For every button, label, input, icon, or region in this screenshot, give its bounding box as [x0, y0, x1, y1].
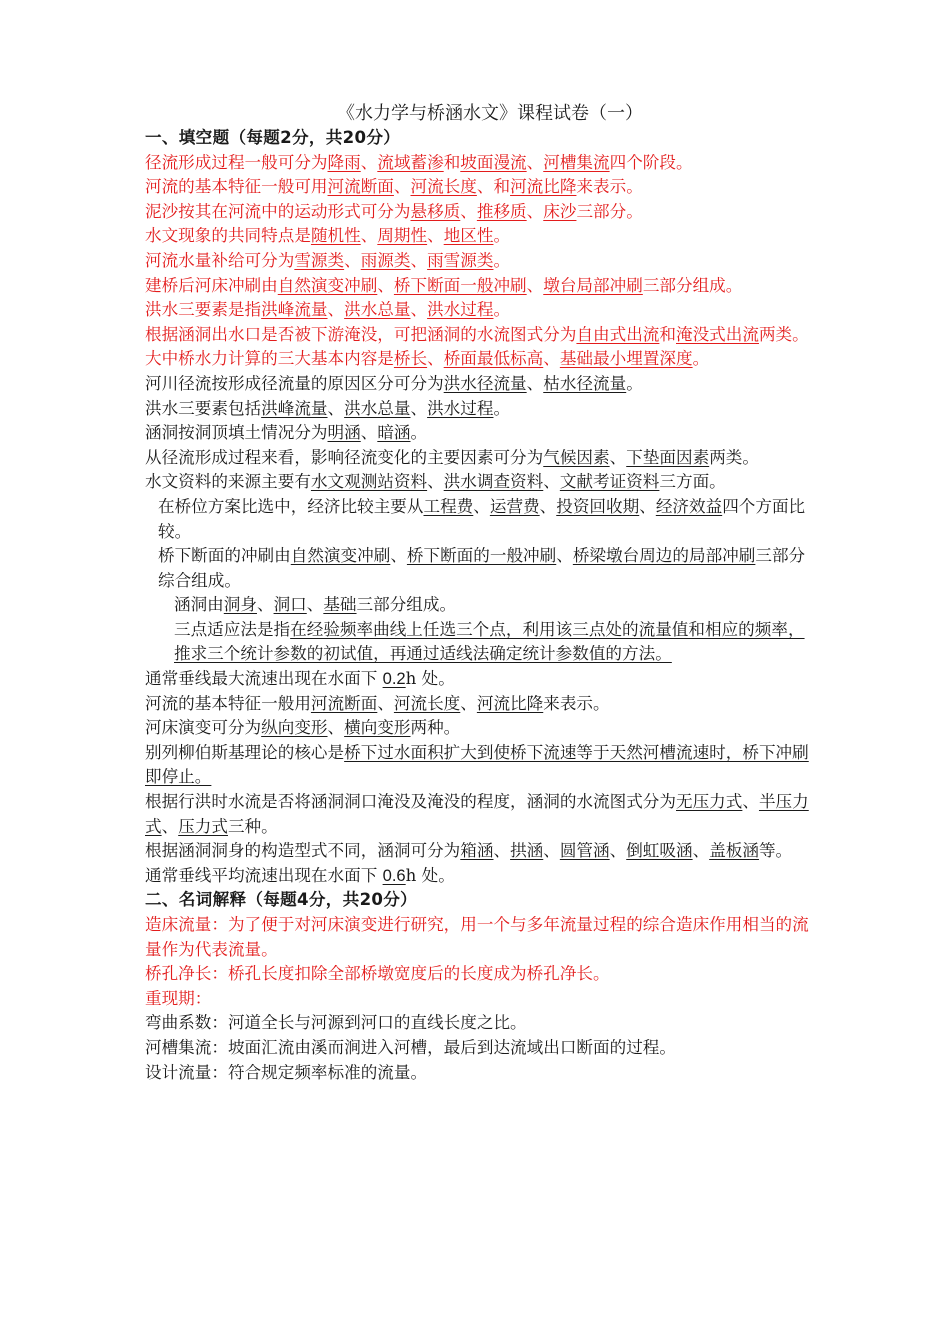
section1-red-items [145, 151, 815, 372]
answer-text: 桥长 [393, 349, 428, 369]
question-text: 两类。 [709, 447, 759, 467]
answer-text: 投资回收期 [556, 496, 640, 516]
answer-text: 河流长度 [410, 177, 477, 197]
answer-text: 洪水总量 [344, 398, 411, 418]
fill-blank-item [145, 347, 815, 372]
question-text: 河流水量补给可分为 [145, 250, 295, 270]
question-text: 、 [377, 275, 394, 295]
question-text: 涵洞按洞顶填土情况分为 [145, 423, 328, 443]
fill-blank-item [145, 298, 815, 323]
answer-text: 基础最小埋置深度 [559, 349, 693, 369]
fill-blank-item [158, 495, 815, 544]
answer-text: 枯水径流量 [543, 373, 627, 393]
question-text: 、 [742, 792, 759, 812]
answer-text: 桥梁墩台周边的局部冲刷 [572, 546, 756, 566]
answer-text: 横向变形 [344, 718, 411, 738]
answer-text: 洞口 [273, 595, 307, 615]
question-text: 来表示。 [576, 177, 643, 197]
question-text: 、 [360, 152, 378, 172]
question-text: 两种。 [410, 718, 461, 738]
question-text: 、 [543, 472, 560, 492]
question-text: 。 [410, 423, 428, 443]
fill-blank-item [145, 224, 815, 249]
answer-text: 半压力式 [145, 792, 809, 836]
question-text: 根据行洪时水流是否将涵洞洞口淹没及淹没的程度，涵洞的水流图式分为 [145, 792, 676, 812]
fill-blank-item [145, 323, 815, 348]
term-definition: 弯曲系数：河道全长与河源到河口的直线长度之比。 [145, 1013, 527, 1033]
question-text: 。 [493, 398, 511, 418]
question-text: 、 [410, 250, 428, 270]
answer-text: 洪水径流量 [443, 373, 527, 393]
question-text: 三部分组成。 [356, 595, 457, 615]
question-text: 、 [493, 841, 511, 861]
answer-text: 自由式出流 [576, 324, 660, 344]
answer-text: 下垫面因素 [626, 447, 710, 467]
question-text: 、 [543, 349, 560, 369]
answer-text: 河流长度 [393, 693, 461, 713]
question-text: 、 [327, 300, 345, 320]
answer-text: 雪源类 [294, 250, 345, 270]
question-text: 根据涵洞出水口是否被下游淹没，可把涵洞的水流图式分为 [145, 324, 577, 344]
question-text: 三点适应法是指 [174, 619, 291, 639]
question-text: 。 [692, 349, 710, 369]
question-text: 、 [306, 595, 324, 615]
fill-blank-item [145, 151, 815, 176]
question-text: 河流的基本特征一般可用 [145, 177, 328, 197]
answer-text: 雨雪源类 [427, 250, 494, 270]
question-text: 三方面。 [659, 472, 726, 492]
question-text: h 处。 [405, 669, 455, 689]
answer-text: 随机性 [310, 226, 361, 246]
question-text: 三部分。 [576, 201, 643, 221]
question-text: 、 [410, 398, 428, 418]
question-text: 、 [526, 201, 544, 221]
question-text: 、 [327, 398, 345, 418]
question-text: 和 [659, 324, 676, 344]
question-text: 、 [410, 300, 428, 320]
answer-text: 桥下过水面积扩大到使桥下流速等于天然河槽流速时，桥下冲刷即停止。 [145, 742, 809, 787]
question-text: 别列柳伯斯基理论的核心是 [145, 742, 345, 762]
answer-text: 无压力式 [676, 792, 743, 812]
term-definition: 重现期： [145, 988, 212, 1008]
section1-indented-items [145, 495, 815, 593]
question-text: 大中桥水力计算的三大基本内容是 [145, 349, 394, 369]
answer-text: 洪水调查资料 [443, 472, 544, 492]
question-text: 、 [393, 177, 411, 197]
question-text: 、 [390, 546, 407, 566]
question-text: 涵洞由 [174, 595, 224, 615]
question-text: 通常垂线平均流速出现在水面下 [145, 865, 383, 885]
answer-text: 基础 [323, 595, 357, 615]
fill-blank-item [145, 470, 815, 495]
exam-content [145, 126, 815, 1085]
answer-text: 降雨 [327, 152, 361, 172]
answer-text: 桥下断面一般冲刷 [393, 275, 527, 295]
answer-text: 洞身 [223, 595, 257, 615]
question-text: 从径流形成过程来看，影响径流变化的主要因素可分为 [145, 447, 544, 467]
answer-text: 洪水总量 [344, 300, 411, 320]
fill-blank-item [145, 175, 815, 200]
answer-text: 床沙 [543, 201, 577, 221]
fill-blank-item [145, 790, 815, 839]
exam-title: 《水力学与桥涵水文》课程试卷（一） [337, 103, 643, 124]
fill-blank-item [174, 618, 815, 667]
fill-blank-item [145, 839, 815, 864]
question-text: 四个阶段。 [609, 152, 693, 172]
term-definition: 河槽集流：坡面汇流由溪而涧进入河槽，最后到达流域出口断面的过程。 [145, 1037, 676, 1057]
question-text: 三种。 [227, 816, 278, 836]
fill-blank-item [158, 544, 815, 593]
answer-text: 雨源类 [360, 250, 411, 270]
question-text: 、 [161, 816, 179, 836]
question-text: 、 [377, 693, 394, 713]
answer-text: 自然演变冲刷 [290, 546, 391, 566]
answer-text: 盖板涵 [709, 841, 759, 861]
question-text: 、和 [476, 177, 511, 197]
question-text: 。 [493, 226, 511, 246]
term-definition: 设计流量：符合规定频率标准的流量。 [145, 1062, 428, 1082]
question-text: 、 [692, 841, 710, 861]
term-definition: 造床流量：为了便于对河床演变进行研究，用一个与多年流量过程的综合造床作用相当的流量作为代表流量。 [145, 915, 809, 959]
answer-text: 压力式 [178, 816, 228, 836]
question-text: 、 [526, 373, 544, 393]
question-text: 洪水三要素包括 [145, 398, 262, 418]
question-text: 、 [427, 226, 444, 246]
fill-blank-item [174, 593, 815, 618]
term-definition: 桥孔净长：桥孔长度扣除全部桥墩宽度后的长度成为桥孔净长。 [145, 964, 610, 984]
fill-blank-item [145, 716, 815, 741]
section2-red-items [145, 913, 815, 1011]
answer-text: 明涵 [327, 423, 361, 443]
question-text: 桥下断面的冲刷由 [158, 546, 291, 566]
answer-text: 洪水过程 [427, 300, 494, 320]
question-text: 。 [493, 250, 511, 270]
question-text: 和 [443, 152, 461, 172]
answer-text: 墩台局部冲刷 [543, 275, 643, 295]
answer-text: 0.6 [382, 865, 406, 885]
answer-text: 周期性 [377, 226, 428, 246]
fill-blank-item [145, 397, 815, 422]
answer-text: 倒虹吸涵 [626, 841, 693, 861]
answer-text: 工程费 [423, 496, 474, 516]
question-text: 四个方面比较。 [158, 496, 806, 541]
answer-text: 悬移质 [410, 201, 461, 221]
question-text: 河床演变可分为 [145, 718, 262, 738]
fill-blank-item [145, 249, 815, 274]
question-text: 、 [360, 423, 378, 443]
question-text: 。 [493, 300, 511, 320]
question-text: 等。 [758, 841, 793, 861]
answer-text: 洪峰流量 [261, 300, 328, 320]
answer-text: 文献考证资料 [559, 472, 660, 492]
answer-text: 在经验频率曲线上任选三个点，利用该三点处的流量值和相应的频率，推求三个统计参数的初试值，再通过适线法确定统计参数值的方法。 [174, 619, 805, 664]
answer-text: 河流比降 [510, 177, 577, 197]
answer-text: 纵向变形 [261, 718, 328, 738]
question-text: 来表示。 [543, 693, 610, 713]
section1-indented-items-2 [145, 593, 815, 667]
question-text: 。 [626, 373, 643, 393]
question-text: 水文现象的共同特点是 [145, 226, 311, 246]
fill-blank-item [145, 692, 815, 717]
question-text: 在桥位方案比选中，经济比较主要从 [158, 496, 424, 516]
fill-blank-item [145, 421, 815, 446]
question-text: 河流的基本特征一般用 [145, 693, 311, 713]
fill-blank-item [145, 372, 815, 397]
answer-text: 地区性 [443, 226, 494, 246]
question-text: 、 [427, 349, 444, 369]
question-text: 水文资料的来源主要有 [145, 472, 311, 492]
section1-black-items [145, 372, 815, 495]
question-text: h 处。 [405, 865, 455, 885]
answer-text: 淹没式出流 [676, 324, 759, 344]
question-text: 、 [543, 841, 560, 861]
question-text: 、 [609, 447, 627, 467]
section1-heading: 一、填空题（每题2分，共20分） [145, 128, 401, 147]
answer-text: 暗涵 [377, 423, 411, 443]
question-text: 根据涵洞洞身的构造型式不同，涵洞可分为 [145, 841, 461, 861]
question-text: 径流形成过程一般可分为 [145, 152, 328, 172]
question-text: 、 [539, 496, 557, 516]
question-text: 、 [473, 496, 490, 516]
question-text: 河川径流按形成径流量的原因区分可分为 [145, 373, 444, 393]
question-text: 建桥后河床冲刷由 [145, 275, 278, 295]
answer-text: 坡面漫流 [460, 152, 527, 172]
fill-blank-item [145, 446, 815, 471]
question-text: 洪水三要素是指 [145, 300, 262, 320]
question-text: 、 [639, 496, 656, 516]
answer-text: 河槽集流 [543, 152, 610, 172]
section1-tail-items [145, 667, 815, 888]
fill-blank-item [145, 741, 815, 790]
question-text: 、 [344, 250, 361, 270]
fill-blank-item [145, 200, 815, 225]
question-text: 、 [327, 718, 345, 738]
question-text: 、 [460, 693, 477, 713]
question-text: 、 [556, 546, 573, 566]
answer-text: 桥下断面的一般冲刷 [406, 546, 557, 566]
answer-text: 水文观测站资料 [310, 472, 428, 492]
question-text: 三部分组成。 [642, 275, 743, 295]
question-text: 泥沙按其在河流中的运动形式可分为 [145, 201, 411, 221]
question-text: 、 [526, 152, 544, 172]
question-text: 、 [360, 226, 378, 246]
fill-blank-item [145, 274, 815, 299]
question-text: 、 [609, 841, 627, 861]
answer-text: 洪水过程 [427, 398, 494, 418]
answer-text: 推移质 [476, 201, 527, 221]
answer-text: 圆管涵 [559, 841, 610, 861]
answer-text: 自然演变冲刷 [277, 275, 378, 295]
answer-text: 河流断面 [327, 177, 394, 197]
answer-text: 气候因素 [543, 447, 610, 467]
question-text: 、 [526, 275, 544, 295]
question-text: 、 [427, 472, 444, 492]
question-text: 、 [460, 201, 477, 221]
question-text: 三部分综合组成。 [158, 546, 806, 590]
question-text: 两类。 [758, 324, 809, 344]
question-text: 通常垂线最大流速出现在水面下 [145, 669, 383, 689]
answer-text: 经济效益 [655, 496, 723, 516]
answer-text: 箱涵 [460, 841, 494, 861]
answer-text: 洪峰流量 [261, 398, 328, 418]
fill-blank-item [145, 667, 815, 692]
answer-text: 拱涵 [510, 841, 544, 861]
answer-text: 桥面最低标高 [443, 349, 544, 369]
question-text: 、 [256, 595, 274, 615]
answer-text: 运营费 [489, 496, 540, 516]
answer-text: 0.2 [382, 669, 406, 689]
section2-black-items [145, 1011, 815, 1085]
section2-heading: 二、名词解释（每题4分，共20分） [145, 890, 418, 910]
answer-text: 河流断面 [310, 693, 378, 713]
fill-blank-item [145, 864, 815, 889]
answer-text: 河流比降 [476, 693, 544, 713]
answer-text: 流域蓄渗 [377, 152, 444, 172]
